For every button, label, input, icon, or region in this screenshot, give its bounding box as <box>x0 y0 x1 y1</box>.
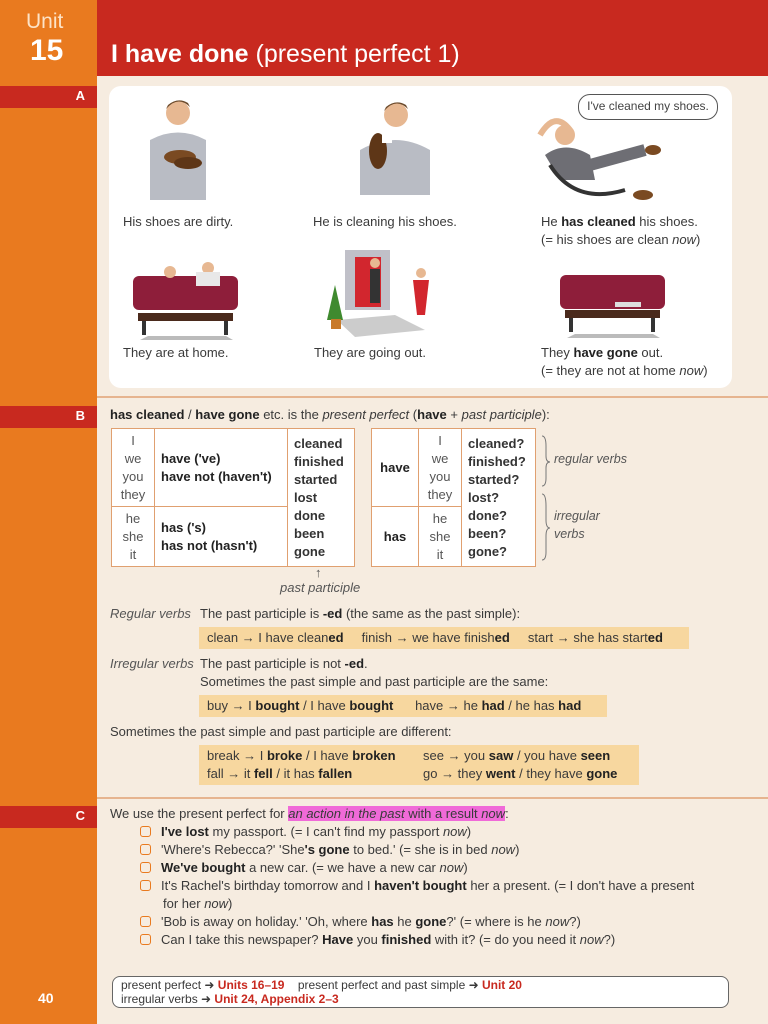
pronoun: I <box>131 432 135 448</box>
checkbox-icon[interactable] <box>140 916 151 927</box>
intro-bold: has cleaned <box>110 407 185 422</box>
item-bold: has <box>371 914 394 929</box>
example-text: break → I <box>207 748 267 763</box>
example-text: start → she has start <box>527 630 648 645</box>
pronoun: you <box>429 468 451 484</box>
example-row <box>207 747 631 765</box>
xref-link-unit-24[interactable]: Unit 24, Appendix 2–3 <box>214 992 339 1006</box>
empty-sofa-illustration <box>555 270 670 340</box>
caption-italic: now <box>672 232 697 247</box>
aux-have <box>155 429 288 507</box>
item-italic: now <box>491 842 516 857</box>
item-text: her a present. (= I don't have a present <box>466 878 695 893</box>
participle: cleaned? <box>468 435 525 451</box>
item-text: for her <box>163 896 205 911</box>
question-participles <box>462 429 536 567</box>
participle: finished <box>294 453 344 469</box>
participle: gone? <box>468 543 507 559</box>
item-italic: now <box>579 932 604 947</box>
unit-number: 15 <box>30 34 64 67</box>
pronoun: he <box>432 510 448 526</box>
title-rest: (present perfect 1) <box>248 40 460 68</box>
affirmative-table <box>111 428 355 567</box>
caption-text: They <box>541 345 574 360</box>
irregular-rule <box>200 656 368 671</box>
item-italic: now <box>439 860 464 875</box>
label-line: verbs <box>554 527 585 541</box>
checkbox-icon[interactable] <box>140 844 151 855</box>
caption-text: (= they are not at home <box>541 363 680 378</box>
example-text: / I have <box>299 698 350 713</box>
item-text: Can I take this newspaper? <box>161 932 323 947</box>
item-text: ) <box>463 860 468 875</box>
pronoun: we <box>124 450 142 466</box>
intro-text: / <box>184 407 196 422</box>
caption-shoes-dirty: His shoes are dirty. <box>123 214 234 229</box>
caption-going-out: They are going out. <box>314 345 427 360</box>
rule-bold: -ed <box>344 656 365 671</box>
caption-italic: now <box>679 363 704 378</box>
sidebar <box>0 0 97 1024</box>
aux-form: has not (hasn't) <box>161 537 258 553</box>
example-text: see → you <box>423 748 489 763</box>
intro-text: + <box>446 407 462 422</box>
pronoun: you <box>122 468 144 484</box>
example-item <box>140 877 694 895</box>
example-bold: went <box>485 766 516 781</box>
man-cleaning-shoes-illustration <box>340 95 440 205</box>
example-text: / I have <box>302 748 353 763</box>
unit-box <box>0 0 97 76</box>
xref-text: irregular verbs ➜ <box>121 992 215 1006</box>
regular-verbs-label: regular verbs <box>554 452 627 466</box>
question-table <box>371 428 536 567</box>
example-row <box>207 765 631 783</box>
rule-text: The past participle is not <box>200 656 345 671</box>
section-label-c: C <box>75 808 85 823</box>
example-text: clean → I have clean <box>207 630 329 645</box>
same-forms-rule: Sometimes the past simple and past participle are the same: <box>200 674 549 689</box>
example-text: fall → it <box>207 766 254 781</box>
intro-text: We use the present perfect for <box>110 806 289 821</box>
caption-bold: has cleaned <box>561 214 636 229</box>
cross-reference-box <box>112 976 729 1008</box>
item-text: he <box>393 914 416 929</box>
caption-cleaning: He is cleaning his shoes. <box>313 214 457 229</box>
aux-form: has <box>383 528 407 544</box>
section-label-a: A <box>75 88 85 103</box>
caption-text: ) <box>696 232 701 247</box>
regular-examples <box>199 627 689 649</box>
pronoun: it <box>436 546 444 562</box>
checkbox-icon[interactable] <box>140 880 151 891</box>
pronoun: they <box>120 486 146 502</box>
couple-going-out-illustration <box>325 245 435 340</box>
caption-text: (= his shoes are clean <box>541 232 673 247</box>
participle: lost <box>294 489 318 505</box>
irregular-verbs-label <box>554 507 600 543</box>
item-text: ?) <box>603 932 616 947</box>
participle: been <box>294 525 325 541</box>
intro-italic: past participle <box>461 407 542 422</box>
intro-text: ): <box>541 407 550 422</box>
different-forms-rule: Sometimes the past simple and past participle are different: <box>110 724 452 739</box>
xref-text: present perfect ➜ <box>121 978 218 992</box>
up-arrow-icon: ↑ <box>315 565 322 580</box>
example-bold: saw <box>488 748 514 763</box>
label-line: irregular <box>554 509 600 523</box>
item-bold: Have <box>322 932 354 947</box>
section-b-intro <box>110 407 550 422</box>
participle: gone <box>294 543 326 559</box>
example-text: / they have <box>515 766 587 781</box>
item-italic: now <box>204 896 229 911</box>
item-bold: We've bought <box>161 860 246 875</box>
past-participle-label: past participle <box>280 580 361 595</box>
item-text: a new car. (= we have a new car <box>245 860 440 875</box>
example-text: go → they <box>423 766 486 781</box>
example-bold: broken <box>352 748 396 763</box>
example-cell <box>207 747 423 765</box>
xref-text: present perfect and past simple ➜ <box>284 978 482 992</box>
item-text: It's Rachel's birthday tomorrow and I <box>161 878 375 893</box>
irregular-verbs-heading: Irregular verbs <box>110 656 194 671</box>
item-text: 'Bob is away on holiday.' 'Oh, where <box>161 914 372 929</box>
participle-list <box>288 429 355 567</box>
item-text: with it? (= do you need it <box>431 932 580 947</box>
xref-line <box>121 992 720 1006</box>
example-text: finish → we have finish <box>361 630 495 645</box>
caption-text: ) <box>703 363 708 378</box>
man-dirty-shoes-illustration <box>128 95 228 205</box>
example-bold: ed <box>328 630 344 645</box>
aux-form: have ('ve) <box>161 450 221 466</box>
participle: started? <box>468 471 520 487</box>
unit-word: Unit <box>26 10 64 33</box>
example-text: have → he <box>415 698 482 713</box>
item-text: 'Where's Rebecca?' 'She <box>161 842 305 857</box>
rule-text: The past participle is <box>200 606 323 621</box>
xref-link-unit-20[interactable]: Unit 20 <box>481 978 522 992</box>
title-bold: I have done <box>111 40 249 68</box>
example-text: / you have <box>513 748 581 763</box>
pronoun: I <box>438 432 442 448</box>
page-number: 40 <box>38 990 54 1006</box>
intro-italic: present perfect <box>322 407 410 422</box>
aux-has <box>155 507 288 567</box>
example-bold: fell <box>253 766 273 781</box>
caption-bold: have gone <box>573 345 638 360</box>
participle: finished? <box>468 453 526 469</box>
example-bold: fallen <box>318 766 353 781</box>
caption-text: out. <box>637 345 664 360</box>
section-divider <box>97 396 768 398</box>
example-item-continued <box>163 895 232 913</box>
example-text: / he has <box>504 698 559 713</box>
intro-bold: have <box>417 407 447 422</box>
example-item <box>140 841 519 859</box>
item-text: ?) <box>569 914 581 929</box>
section-tab-a <box>0 86 97 108</box>
checkbox-icon[interactable] <box>140 826 151 837</box>
xref-line <box>121 978 720 992</box>
pronoun: it <box>129 546 137 562</box>
pronoun: they <box>427 486 453 502</box>
pronouns-plural <box>419 429 462 507</box>
item-text: my passport. (= I can't find my passport <box>208 824 443 839</box>
q-aux-has <box>372 507 419 567</box>
pronoun: she <box>429 528 451 544</box>
example-bold: ed <box>647 630 663 645</box>
item-bold: gone <box>415 914 447 929</box>
item-bold: haven't bought <box>374 878 467 893</box>
example-bold: broke <box>266 748 303 763</box>
highlight: now <box>481 806 506 821</box>
example-bold: bought <box>255 698 300 713</box>
example-item <box>140 913 581 931</box>
caption-has-cleaned <box>541 213 700 249</box>
example-bold: seen <box>580 748 611 763</box>
q-aux-have <box>372 429 419 507</box>
aux-form: has ('s) <box>161 519 206 535</box>
couple-on-sofa-illustration <box>128 258 243 340</box>
section-tab-b <box>0 406 97 428</box>
pronoun: she <box>122 528 144 544</box>
section-tab-c <box>0 806 97 828</box>
intro-text: : <box>505 806 509 821</box>
item-bold: 's gone <box>304 842 350 857</box>
item-bold: finished <box>381 932 432 947</box>
checkbox-icon[interactable] <box>140 862 151 873</box>
section-c-intro <box>110 806 509 821</box>
item-text: ) <box>228 896 233 911</box>
page-title <box>111 40 460 69</box>
pronouns-singular <box>112 507 155 567</box>
item-italic: now <box>442 824 467 839</box>
pronouns-singular <box>419 507 462 567</box>
participle: started <box>294 471 338 487</box>
intro-text: ( <box>409 407 418 422</box>
rule-text: (the same as the past simple): <box>342 606 521 621</box>
aux-form: have not (haven't) <box>161 468 272 484</box>
different-forms-examples <box>199 745 639 785</box>
regular-rule <box>200 606 520 621</box>
section-label-b: B <box>75 408 85 423</box>
speech-bubble: I've cleaned my shoes. <box>578 94 718 120</box>
example-cell <box>207 765 423 783</box>
highlight: an action in the past <box>288 806 405 821</box>
example-item <box>140 931 615 949</box>
example-item <box>140 859 468 877</box>
caption-at-home: They are at home. <box>123 345 229 360</box>
item-italic: now <box>545 914 570 929</box>
caption-text: He <box>541 214 562 229</box>
item-bold: I've lost <box>161 824 209 839</box>
xref-link-units-16-19[interactable]: Units 16–19 <box>217 978 285 992</box>
participle: cleaned <box>294 435 343 451</box>
item-text: ?' (= where is he <box>446 914 546 929</box>
example-bold: bought <box>349 698 394 713</box>
participle: done <box>294 507 326 523</box>
participle: been? <box>468 525 507 541</box>
item-text: ) <box>466 824 472 839</box>
regular-verbs-heading: Regular verbs <box>110 606 191 621</box>
aux-form: have <box>380 459 410 475</box>
pronoun: he <box>125 510 141 526</box>
pronoun: we <box>431 450 449 466</box>
pronouns-plural <box>112 429 155 507</box>
brace-icon <box>540 434 552 564</box>
same-forms-examples <box>199 695 607 717</box>
header-bar <box>97 0 768 76</box>
example-item <box>140 823 471 841</box>
item-text: ) <box>515 842 520 857</box>
example-bold: had <box>481 698 505 713</box>
highlight: with a result <box>404 806 482 821</box>
rule-text: . <box>364 656 368 671</box>
example-text: buy → I <box>207 698 256 713</box>
intro-bold: have gone <box>195 407 260 422</box>
example-bold: had <box>558 698 582 713</box>
example-text: / it has <box>272 766 319 781</box>
section-divider <box>97 797 768 799</box>
example-bold: gone <box>586 766 618 781</box>
participle: lost? <box>468 489 500 505</box>
rule-bold: -ed <box>322 606 343 621</box>
intro-text: etc. is the <box>259 407 323 422</box>
caption-have-gone <box>541 344 708 380</box>
item-text: you <box>353 932 382 947</box>
checkbox-icon[interactable] <box>140 934 151 945</box>
participle: done? <box>468 507 507 523</box>
example-bold: ed <box>494 630 510 645</box>
item-text: to bed.' (= she is in bed <box>349 842 492 857</box>
caption-text: his shoes. <box>635 214 698 229</box>
